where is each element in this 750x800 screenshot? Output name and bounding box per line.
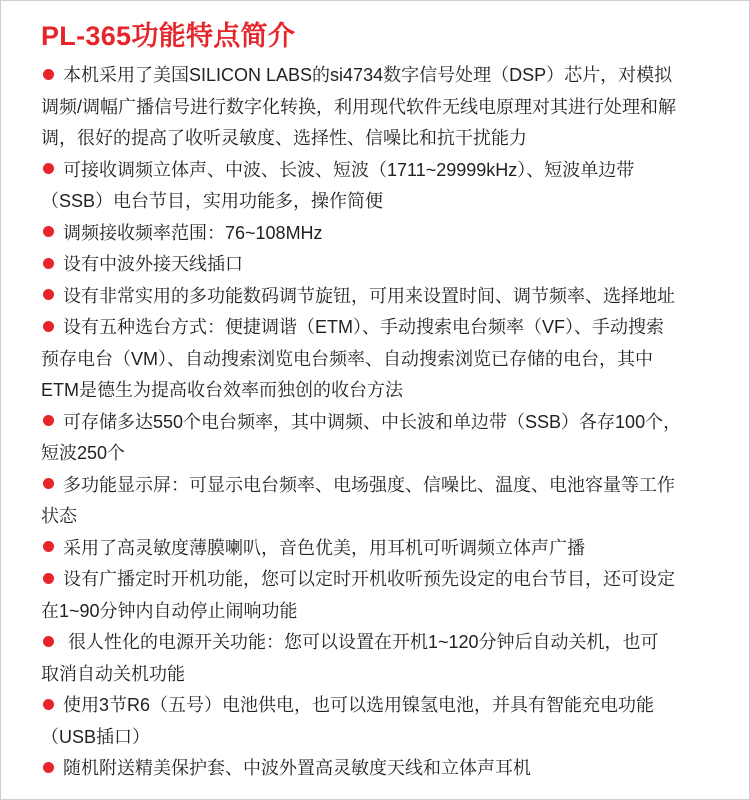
feature-item-fm-range <box>41 218 731 250</box>
feature-item-bands <box>41 155 731 218</box>
feature-list <box>41 60 731 785</box>
feature-item-auto-off <box>41 627 731 690</box>
bullet-dot-icon <box>43 226 54 237</box>
feature-line <box>41 501 731 533</box>
bullet-dot-icon <box>43 258 54 269</box>
feature-line <box>41 375 731 407</box>
feature-line <box>41 564 731 596</box>
feature-text: 多功能显示屏：可显示电台频率、电场强度、信噪比、温度、电池容量等工作 <box>63 474 675 495</box>
feature-text: （USB插口） <box>41 726 151 747</box>
feature-line <box>41 470 731 502</box>
bullet-dot-icon <box>43 415 54 426</box>
feature-text: 可接收调频立体声、中波、长波、短波（1711~29999kHz）、短波单边带 <box>63 159 635 180</box>
feature-line <box>41 596 731 628</box>
bullet-dot-icon <box>43 541 54 552</box>
feature-item-mw-antenna-jack <box>41 249 731 281</box>
feature-line <box>41 312 731 344</box>
feature-text: 预存电台（VM）、自动搜索浏览电台频率、自动搜索浏览已存储的电台，其中 <box>41 348 653 369</box>
feature-line <box>41 722 731 754</box>
feature-text: 设有非常实用的多功能数码调节旋钮，可用来设置时间、调节频率、选择地址 <box>63 285 675 306</box>
bullet-dot-icon <box>43 573 54 584</box>
feature-text: 调，很好的提高了收听灵敏度、选择性、信噪比和抗干扰能力 <box>41 128 527 148</box>
bullet-dot-icon <box>43 69 54 80</box>
feature-text: 取消自动关机功能 <box>41 663 185 684</box>
bullet-dot-icon <box>43 321 54 332</box>
feature-item-timer <box>41 564 731 627</box>
feature-item-speaker <box>41 533 731 565</box>
feature-text: 设有五种选台方式：便捷调谐（ETM）、手动搜索电台频率（VF）、手动搜索 <box>63 317 664 337</box>
feature-line <box>41 218 731 250</box>
feature-text: 在1~90分钟内自动停止闹响功能 <box>41 600 298 621</box>
feature-item-accessories <box>41 753 731 785</box>
feature-line <box>41 281 731 313</box>
feature-line <box>41 533 731 565</box>
feature-text: 设有中波外接天线插口 <box>63 254 243 274</box>
feature-item-display <box>41 470 731 533</box>
feature-text: （SSB）电台节目，实用功能多，操作简便 <box>41 191 384 211</box>
feature-line <box>41 344 731 376</box>
bullet-dot-icon <box>43 636 54 647</box>
feature-text: 本机采用了美国SILICON LABS的si4734数字信号处理（DSP）芯片，对模拟 <box>63 65 673 85</box>
feature-line <box>41 753 731 785</box>
feature-line <box>41 123 731 155</box>
bullet-dot-icon <box>43 762 54 773</box>
feature-text: 设有广播定时开机功能，您可以定时开机收听预先设定的电台节目，还可设定 <box>63 569 675 589</box>
feature-line <box>41 186 731 218</box>
feature-item-dsp-chip <box>41 60 731 155</box>
feature-line <box>41 690 731 722</box>
feature-item-power <box>41 690 731 753</box>
feature-line <box>41 659 731 691</box>
feature-item-tuning-modes <box>41 312 731 407</box>
feature-item-tuning-knob <box>41 281 731 313</box>
feature-text: 使用3节R6（五号）电池供电，也可以选用镍氢电池，并具有智能充电功能 <box>63 695 655 715</box>
feature-item-presets <box>41 407 731 470</box>
feature-text: 短波250个 <box>41 443 126 463</box>
feature-line <box>41 60 731 92</box>
bullet-dot-icon <box>43 699 54 710</box>
bullet-dot-icon <box>43 289 54 300</box>
feature-line <box>41 627 731 659</box>
feature-line <box>41 249 731 281</box>
feature-line <box>41 92 731 124</box>
page-title: PL-365功能特点简介 <box>41 21 296 51</box>
feature-text: 很人性化的电源开关功能：您可以设置在开机1~120分钟后自动关机，也可 <box>63 632 659 652</box>
feature-text: 可存储多达550个电台频率，其中调频、中长波和单边带（SSB）各存100个， <box>63 411 682 432</box>
feature-text: 采用了高灵敏度薄膜喇叭，音色优美，用耳机可听调频立体声广播 <box>63 537 585 558</box>
feature-text: 调频接收频率范围：76~108MHz <box>63 222 323 243</box>
feature-line <box>41 438 731 470</box>
bullet-dot-icon <box>43 478 54 489</box>
feature-line <box>41 155 731 187</box>
feature-text: 随机附送精美保护套、中波外置高灵敏度天线和立体声耳机 <box>63 758 531 778</box>
feature-text: 调频/调幅广播信号进行数字化转换，利用现代软件无线电原理对其进行处理和解 <box>41 96 676 117</box>
feature-text: 状态 <box>41 506 77 526</box>
feature-text: ETM是德生为提高收台效率而独创的收台方法 <box>41 380 403 400</box>
feature-line <box>41 407 731 439</box>
bullet-dot-icon <box>43 163 54 174</box>
